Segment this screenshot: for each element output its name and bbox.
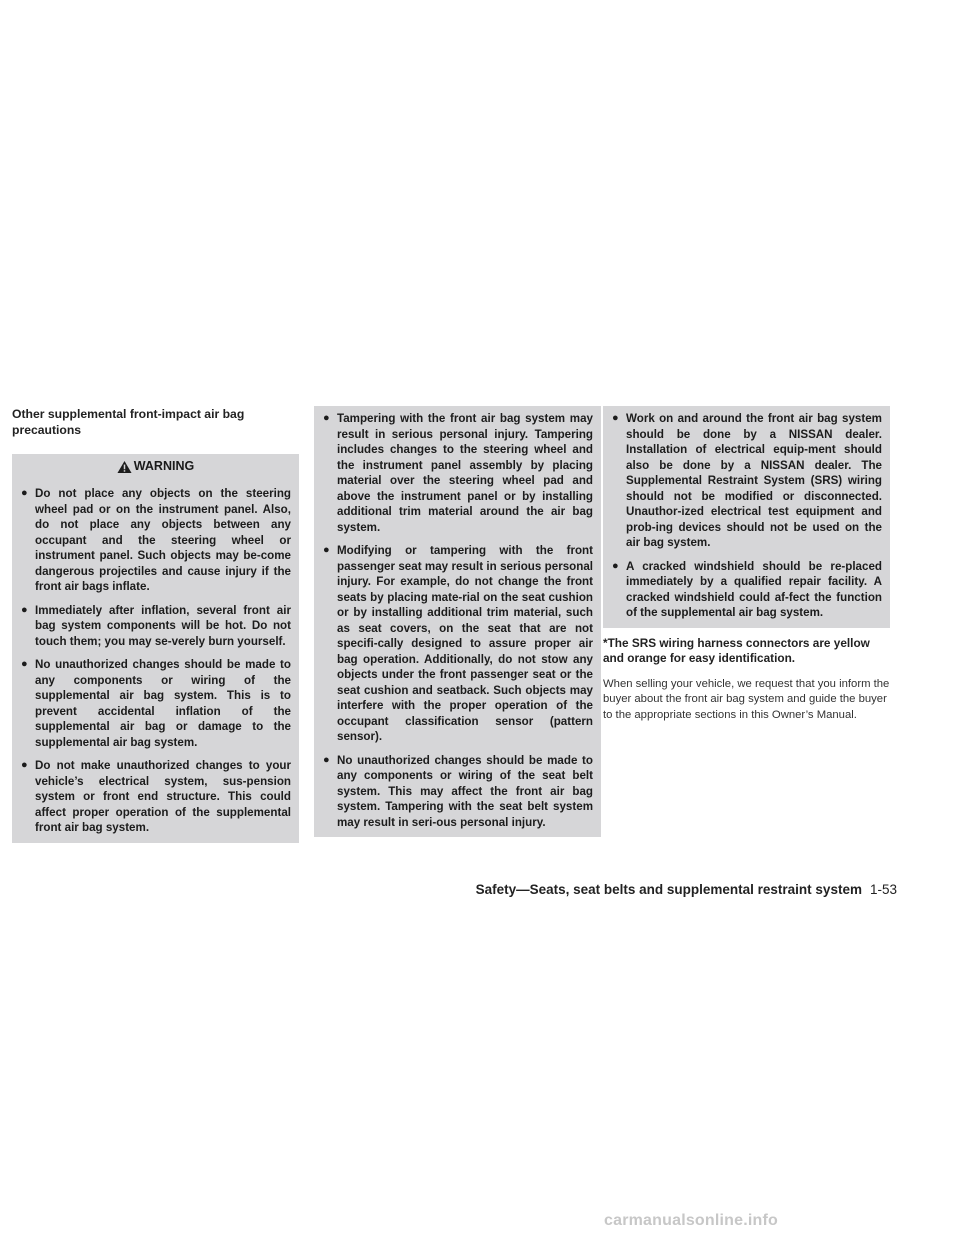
column-middle bbox=[314, 406, 601, 837]
column-right bbox=[603, 406, 890, 723]
warning-triangle-icon bbox=[117, 460, 132, 474]
warning-item-text: Immediately after inflation, several front air bag system components will be hot. Do not touch them; you may se-verely burn yourself. bbox=[35, 603, 291, 648]
warning-item-text: Modifying or tampering with the front passenger seat may result in serious personal injury. For example, do not change the front seats by placing mate-rial on the seat cushion or by installing additional trim material, such as seat covers, on the seat that are not specifi-cally designed to assure proper air bag operation. Additionally, do not stow any objects under the front passenger seat or the seat cushion and seatback. Such objects may interfere with the proper operation of the occupant classification sensor (pattern sensor). bbox=[337, 544, 593, 743]
warning-list-part-3 bbox=[611, 411, 882, 621]
column-left bbox=[12, 406, 299, 843]
page-number: 1-53 bbox=[869, 882, 897, 897]
warning-label: WARNING bbox=[133, 459, 195, 473]
warning-box-part-1 bbox=[12, 454, 299, 843]
bullet: ● bbox=[323, 544, 330, 556]
warning-item bbox=[20, 603, 291, 650]
warning-item bbox=[611, 559, 882, 621]
warning-item-text: Do not make unauthorized changes to your vehicle’s electrical system, sus-pension system or front end structure. This could affect proper operation of the supplemental front air bag system. bbox=[35, 759, 291, 834]
warning-item bbox=[20, 486, 291, 595]
warning-item-text: Work on and around the front air bag system should be done by a NISSAN dealer. Installation of electrical equip-ment should also be done by a NISSAN dealer. The Supplemental Restraint System (SRS) wiring should not be modified or disconnected. Unauthor-ized electrical test equipment and prob-ing devices should not be used on the air bag system. bbox=[626, 412, 882, 549]
warning-item-text: No unauthorized changes should be made to any components or wiring of the supplemental air bag system. This is to prevent accidental inflation of the supplemental air bag or damage to the supplemental air bag system. bbox=[35, 658, 291, 749]
page-footer bbox=[476, 882, 897, 897]
bullet: ● bbox=[21, 759, 28, 771]
warning-box-part-3 bbox=[603, 406, 890, 628]
bullet: ● bbox=[612, 412, 619, 424]
warning-item bbox=[322, 411, 593, 535]
warning-header bbox=[20, 459, 291, 486]
warning-item-text: No unauthorized changes should be made to any components or wiring of the seat belt system. This may affect the front air bag system. Tampering with the seat belt system may result in seri-ous personal injury. bbox=[337, 753, 593, 829]
warning-list-part-2 bbox=[322, 411, 593, 830]
footer-section-name: Safety—Seats, seat belts and supplemental restraint system bbox=[475, 882, 862, 897]
warning-item bbox=[322, 753, 593, 831]
warning-item bbox=[611, 411, 882, 551]
warning-item-text: Tampering with the front air bag system may result in serious personal injury. Tampering includes changes to the steering wheel and the instrument panel assembly by placing material over the steering wheel pad and above the instrument panel or by installing additional trim material around the air bag system. bbox=[337, 412, 593, 534]
bullet: ● bbox=[21, 603, 28, 616]
warning-item-text: A cracked windshield should be re-placed immediately by a qualified repair facility. A cracked windshield could af-fect the function of the supplemental air bag system. bbox=[626, 559, 882, 619]
bullet: ● bbox=[323, 753, 330, 766]
watermark: carmanualsonline.info bbox=[604, 1212, 779, 1229]
section-title: Other supplemental front-impact air bag precautions bbox=[12, 407, 245, 437]
srs-connector-note: *The SRS wiring harness connectors are yellow and orange for easy identification. bbox=[603, 635, 870, 665]
selling-vehicle-paragraph: When selling your vehicle, we request that you inform the buyer about the front air bag system and guide the buyer to the appropriate sections in this Owner’s Manual. bbox=[603, 677, 890, 721]
warning-item bbox=[322, 543, 593, 745]
bullet: ● bbox=[612, 559, 619, 572]
warning-item bbox=[20, 758, 291, 836]
bullet: ● bbox=[21, 658, 28, 670]
bullet: ● bbox=[323, 412, 330, 424]
bullet: ● bbox=[21, 487, 28, 499]
warning-box-part-2 bbox=[314, 406, 601, 837]
warning-list-part-1 bbox=[20, 486, 291, 836]
warning-item-text: Do not place any objects on the steering wheel pad or on the instrument panel. Also, do not place any objects between any occupant and the steering wheel or instrument panel. Such objects may be-come dangerous projectiles and cause injury if the front air bags inflate. bbox=[35, 487, 291, 593]
warning-item bbox=[20, 657, 291, 750]
